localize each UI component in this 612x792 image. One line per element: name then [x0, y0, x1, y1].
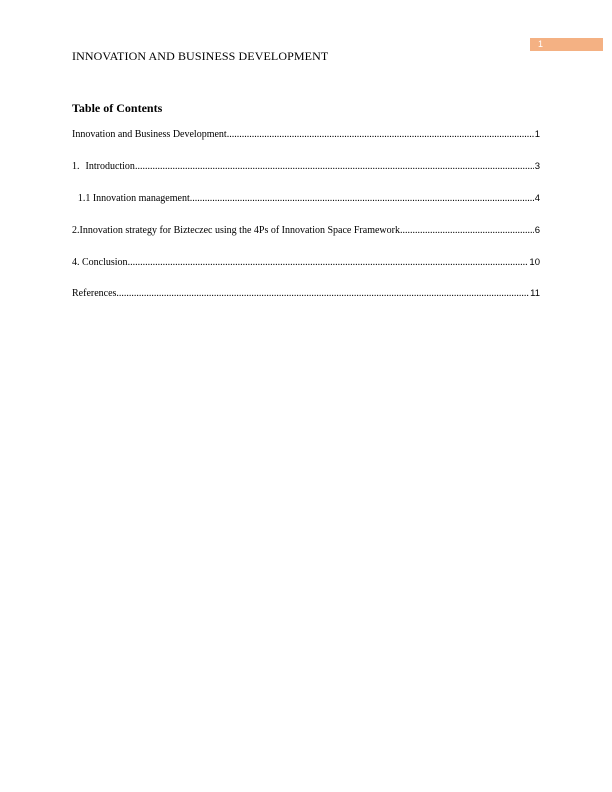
- toc-entry-number: 1.: [72, 161, 80, 172]
- page-number-badge: 1: [530, 38, 603, 51]
- toc-dot-leader: [227, 128, 534, 142]
- toc-entry-conclusion[interactable]: [72, 256, 540, 270]
- toc-dot-leader: [400, 224, 534, 238]
- toc-entry-title: 1.1 Innovation management: [77, 193, 190, 204]
- toc-entry-title: 4. Conclusion: [72, 257, 128, 268]
- toc-entry-page: 6: [534, 225, 540, 236]
- toc-entry-page: 11: [530, 288, 540, 299]
- toc-dot-leader: [135, 160, 534, 174]
- toc-entry-innovation-business-development[interactable]: [72, 128, 540, 142]
- toc-entry-title: Introduction: [85, 161, 135, 172]
- toc-heading: Table of Contents: [72, 101, 163, 115]
- toc-dot-leader: [116, 287, 529, 301]
- toc-entry-introduction[interactable]: [72, 160, 540, 174]
- toc-entry-title: Innovation and Business Development: [72, 129, 227, 140]
- running-header-title: INNOVATION AND BUSINESS DEVELOPMENT: [72, 49, 329, 63]
- toc-dot-leader: [128, 256, 529, 270]
- toc-entry-page: 3: [534, 161, 540, 172]
- toc-entry-page: 10: [529, 257, 540, 268]
- toc-entry-page: 4: [534, 193, 540, 204]
- toc-entry-title: Innovation strategy for Bizteczec using the 4Ps of Innovation Space Framework: [79, 225, 400, 236]
- toc-entry-innovation-management[interactable]: [72, 192, 540, 206]
- toc-entry-title: References: [72, 288, 117, 299]
- toc-entry-number: 2.: [72, 225, 80, 236]
- toc-entry-references[interactable]: [72, 287, 540, 301]
- toc-entry-innovation-strategy[interactable]: [72, 224, 540, 238]
- toc-entry-page: 1: [534, 129, 540, 140]
- toc-dot-leader: [190, 192, 534, 206]
